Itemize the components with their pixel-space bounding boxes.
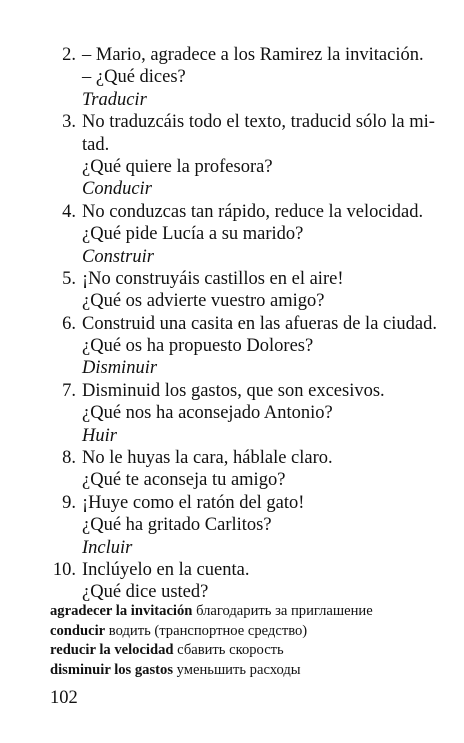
exercise-text: ¿Qué os ha propuesto Dolores? xyxy=(82,336,314,357)
exercise-line xyxy=(0,492,464,514)
exercise-line xyxy=(0,357,464,379)
exercise-number: 2. xyxy=(62,45,76,65)
exercise-line xyxy=(0,313,464,335)
exercise-line xyxy=(0,425,464,447)
exercise-line xyxy=(0,290,464,312)
verb-heading: Traducir xyxy=(82,89,147,110)
vocabulary-translation: сбавить скорость xyxy=(177,642,284,658)
exercise-number: 3. xyxy=(62,112,76,133)
exercise-number: 7. xyxy=(62,380,76,401)
exercise-line xyxy=(0,469,464,491)
vocabulary-translation: уменьшить расходы xyxy=(176,661,301,678)
vocabulary-list xyxy=(50,602,460,680)
exercise-number: 4. xyxy=(62,201,76,222)
exercise-line xyxy=(0,514,464,536)
exercise-line xyxy=(0,402,464,424)
exercise-text: ¿Qué pide Lucía a su marido? xyxy=(82,224,304,245)
vocabulary-entry xyxy=(50,622,460,642)
exercise-line xyxy=(0,581,464,603)
vocabulary-entry xyxy=(50,602,460,622)
exercise-text: – ¿Qué dices? xyxy=(82,67,186,88)
verb-heading: Conducir xyxy=(82,179,152,200)
vocabulary-translation: благодарить за приглашение xyxy=(196,603,373,619)
exercise-line xyxy=(0,537,464,559)
exercise-line xyxy=(0,447,464,469)
exercise-number: 9. xyxy=(62,492,76,513)
exercise-text: No le huyas la cara, háblale claro. xyxy=(82,448,333,469)
exercise-line xyxy=(0,201,464,223)
exercise-text: ¡No construyáis castillos en el aire! xyxy=(82,268,344,289)
exercise-text: ¿Qué ha gritado Carlitos? xyxy=(82,515,272,536)
vocabulary-term: conducir xyxy=(50,622,106,639)
exercise-text: ¿Qué dice usted? xyxy=(82,582,209,603)
exercise-text: Disminuid los gastos, que son excesivos. xyxy=(82,380,385,401)
exercise-number: 8. xyxy=(62,448,76,469)
exercise-line xyxy=(0,44,464,66)
exercise-text: No conduzcas tan rápido, reduce la velocidad. xyxy=(82,201,424,222)
exercise-text: Construid una casita en las afueras de la ciudad. xyxy=(82,313,437,334)
exercise-line xyxy=(0,66,464,88)
exercise-line xyxy=(0,223,464,245)
exercise-text: No traduzcáis todo el texto, traducid sólo la mi- xyxy=(82,112,435,133)
exercise-text: ¿Qué te aconseja tu amigo? xyxy=(82,470,286,491)
page-number: 102 xyxy=(50,688,78,708)
verb-heading: Huir xyxy=(82,425,117,446)
exercise-text: – Mario, agradece a los Ramirez la invitación. xyxy=(82,45,424,65)
exercise-line xyxy=(0,156,464,178)
exercise-line xyxy=(0,134,464,156)
verb-heading: Construir xyxy=(82,246,154,267)
vocabulary-term: reducir la velocidad xyxy=(50,642,174,658)
exercise-line xyxy=(0,380,464,402)
exercise-list xyxy=(0,44,464,604)
vocabulary-entry xyxy=(50,641,460,661)
exercise-line xyxy=(0,559,464,581)
exercise-number: 10. xyxy=(52,559,76,580)
verb-heading: Incluir xyxy=(82,537,133,558)
exercise-line xyxy=(0,89,464,111)
vocabulary-translation: водить (транспортное средство) xyxy=(108,622,308,639)
exercise-text: Inclúyelo en la cuenta. xyxy=(82,559,250,580)
exercise-text: ¡Huye como el ratón del gato! xyxy=(82,492,305,513)
vocabulary-term: agradecer la invitación xyxy=(50,603,193,619)
exercise-text: ¿Qué os advierte vuestro amigo? xyxy=(82,291,325,312)
vocabulary-entry xyxy=(50,661,460,681)
exercise-number: 5. xyxy=(62,268,76,289)
exercise-line xyxy=(0,111,464,133)
exercise-number: 6. xyxy=(62,313,76,334)
vocabulary-term: disminuir los gastos xyxy=(50,661,173,678)
exercise-text: ¿Qué nos ha aconsejado Antonio? xyxy=(82,403,333,424)
exercise-text: tad. xyxy=(82,134,110,155)
exercise-line xyxy=(0,335,464,357)
exercise-line xyxy=(0,246,464,268)
exercise-line xyxy=(0,178,464,200)
verb-heading: Disminuir xyxy=(82,358,158,379)
exercise-line xyxy=(0,268,464,290)
exercise-text: ¿Qué quiere la profesora? xyxy=(82,156,273,177)
